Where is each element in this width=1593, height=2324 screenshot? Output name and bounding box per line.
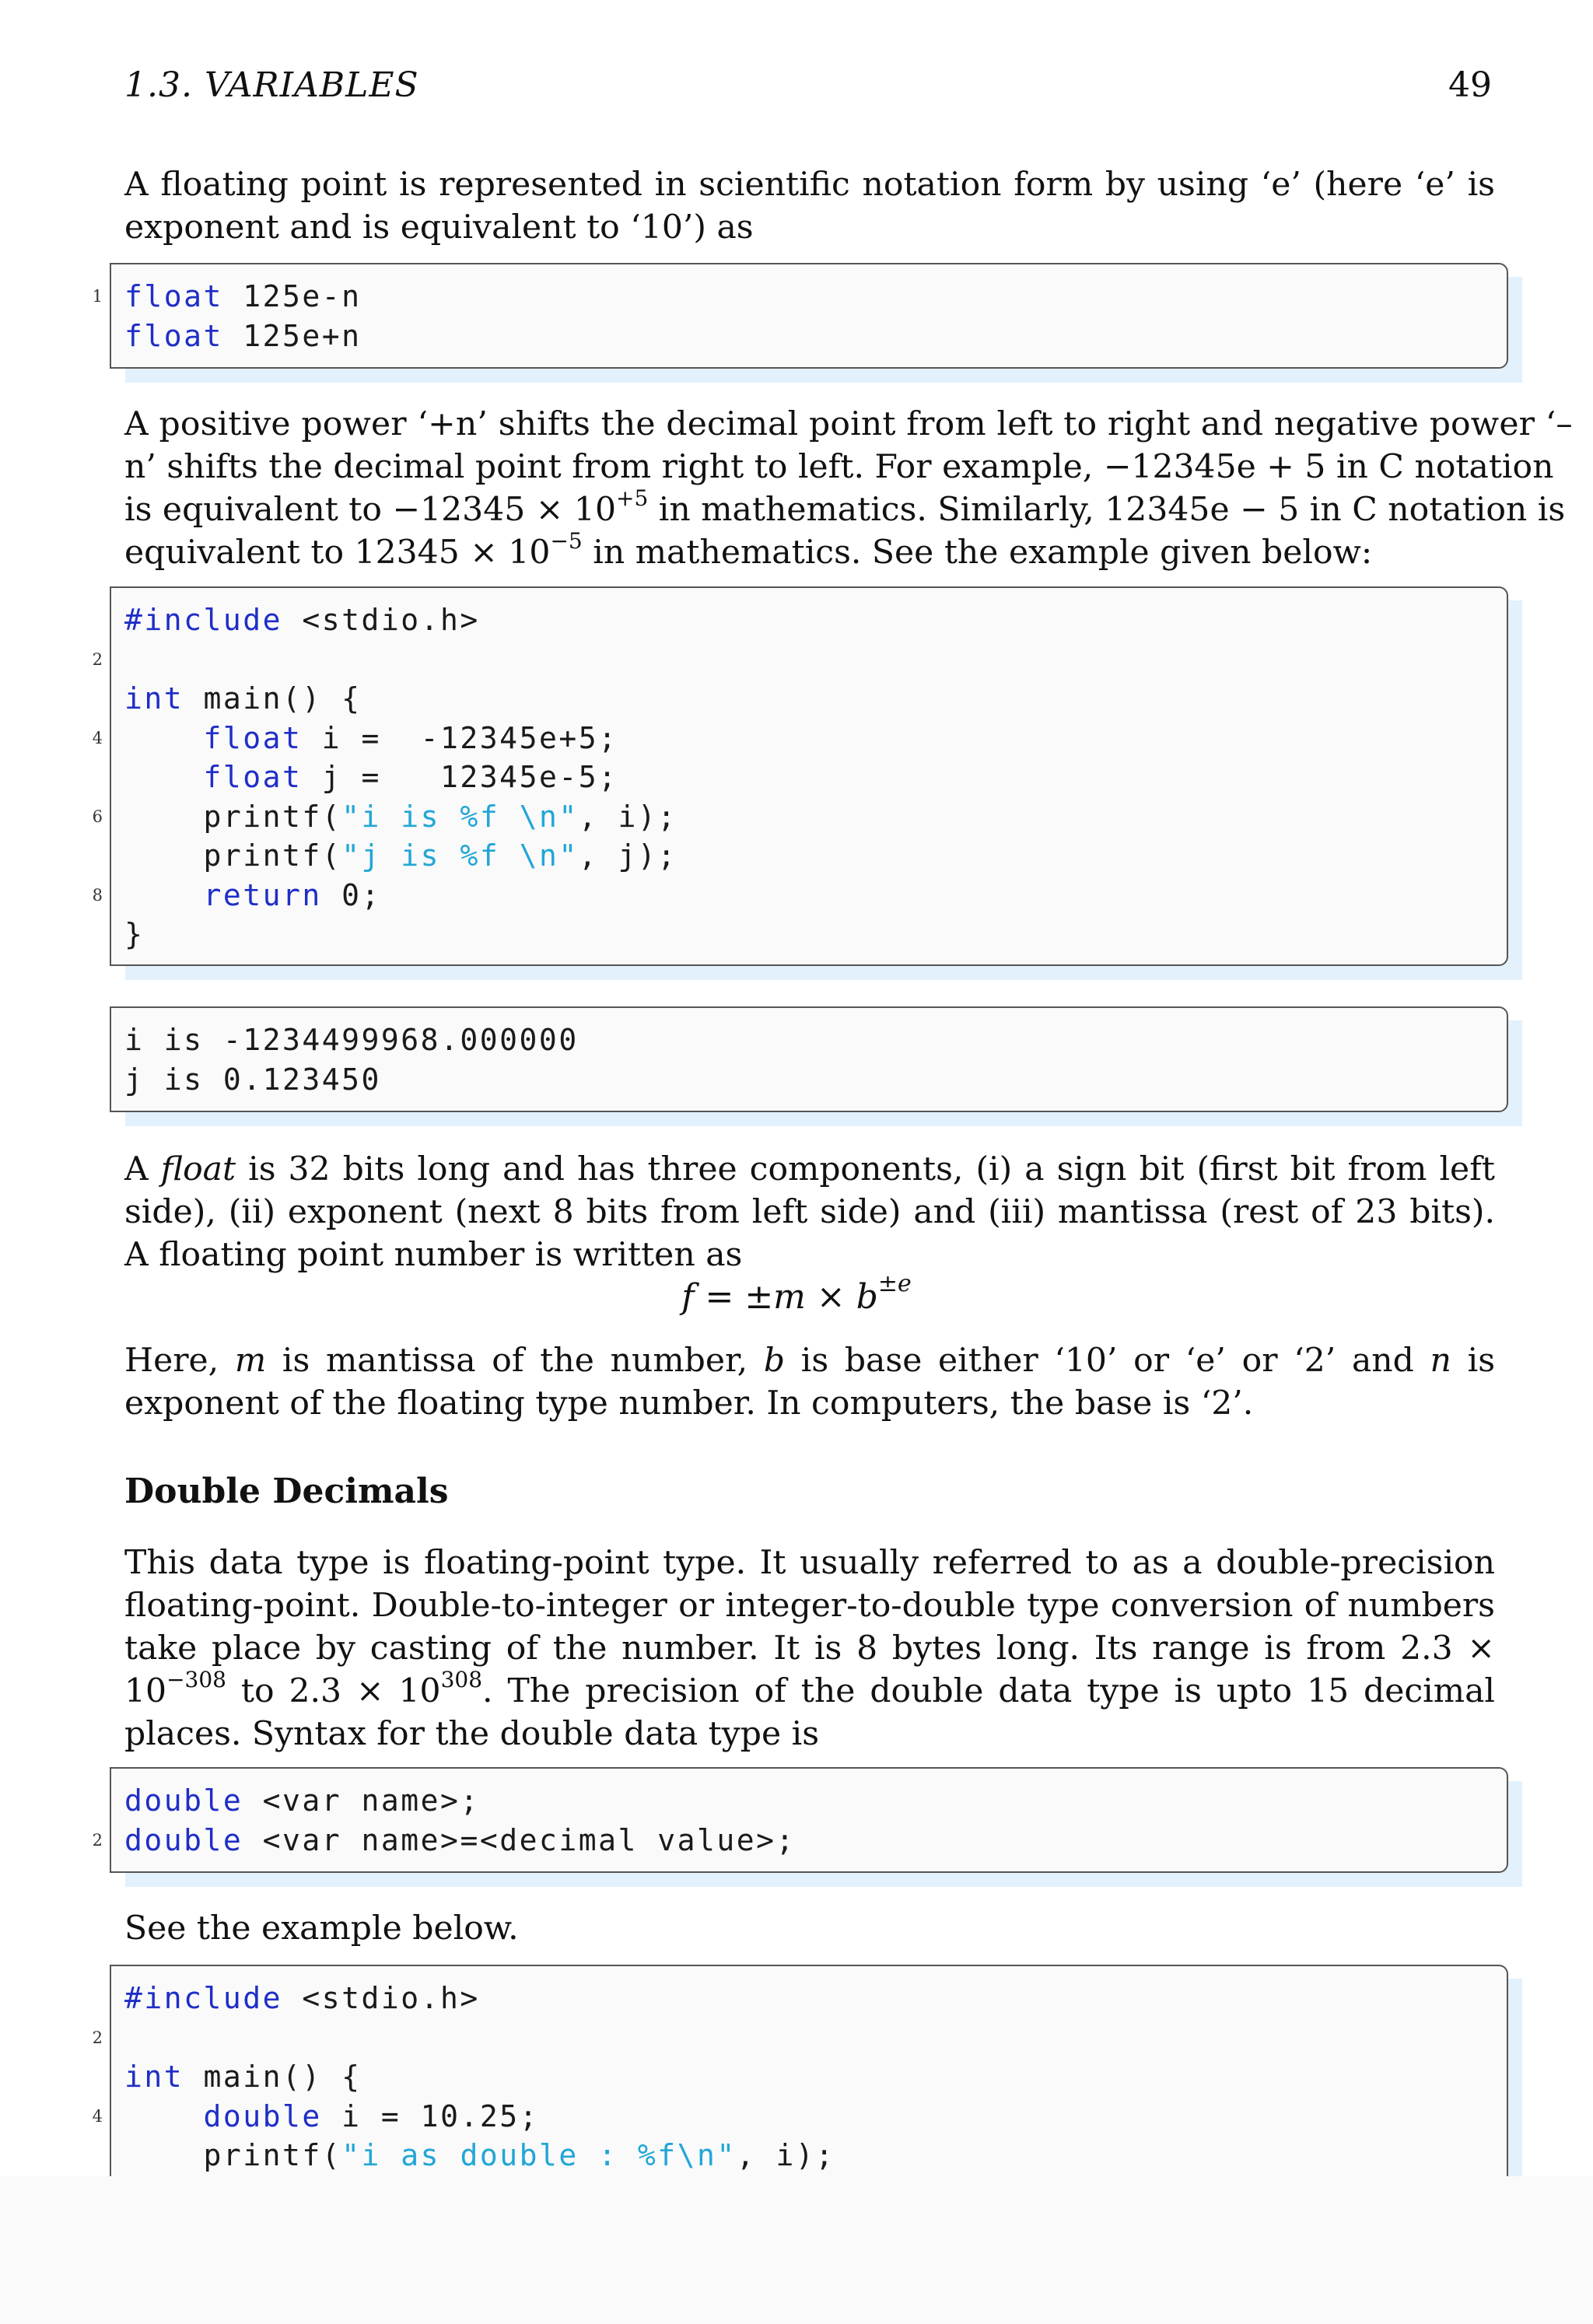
running-header-section: 1.3. VARIABLES: [124, 65, 419, 105]
code-keyword: #include: [124, 603, 283, 637]
paragraph-scientific-notation: A floating point is represented in scientific notation form by using ‘e’ (here ‘e’ is exponent and is equivalent to ‘10’) as: [124, 166, 1495, 247]
code-token: <var name>=<decimal value>;: [243, 1822, 796, 1857]
code-token: <var name>;: [243, 1783, 480, 1818]
code-keyword: float: [124, 318, 223, 353]
text-run: is 32 bits long and has three components, (i) a sign bit (first bit from left side), (ii) exponent (next 8 bits from left side) and (iii) mantissa (rest of 23 bits). A floating point number is written as: [124, 1150, 1496, 1274]
code-text: [124, 277, 362, 355]
code-token: , j);: [578, 838, 677, 873]
code-token: printf(: [124, 2138, 342, 2172]
superscript: 308: [440, 1667, 483, 1692]
line-numbers: [84, 1979, 103, 2175]
code-line: [124, 2136, 835, 2175]
code-token: 125e+n: [222, 318, 362, 353]
code-line: [124, 1060, 579, 1100]
superscript: −5: [550, 528, 583, 554]
line-number: [84, 836, 103, 876]
math-var-m: m: [234, 1342, 267, 1380]
equation-exponent-text: ±e: [877, 1270, 912, 1297]
code-line: [124, 2097, 835, 2137]
code-line: [124, 317, 362, 356]
paragraph-positive-negative-power: [124, 403, 1573, 574]
code-line: [124, 2018, 835, 2058]
code-token: main() {: [184, 681, 362, 716]
line-number: 4: [92, 728, 103, 747]
line-number: [84, 1979, 103, 2018]
line-number: [84, 2057, 103, 2097]
code-line: [124, 600, 677, 640]
program-output-float: [110, 1006, 1508, 1112]
text-run: is exponent of the floating type number. In computers, the base is ‘2’.: [124, 1342, 1496, 1423]
line-number: [84, 1781, 103, 1821]
line-number: 4: [92, 2106, 103, 2126]
paragraph-see-example: See the example below.: [124, 1909, 519, 1948]
code-line: [124, 1020, 579, 1060]
code-line: [124, 876, 677, 915]
code-keyword: #include: [124, 1981, 283, 2015]
code-token: i = -12345e+5;: [302, 720, 618, 755]
text-line-content: n’ shifts the decimal point from right to left. For example, −12345e + 5 in C notation: [124, 448, 1554, 486]
text-line-content: in mathematics. See the example given below:: [582, 534, 1373, 572]
code-line: [124, 915, 677, 954]
code-listing-float-example: [92, 586, 1508, 966]
code-line: [124, 836, 677, 876]
code-token: [124, 2099, 204, 2133]
code-keyword: int: [124, 681, 184, 716]
code-token: <stdio.h>: [282, 603, 480, 637]
text-line-content: A positive power ‘+n’ shifts the decimal point from left to right and negative power ‘–: [124, 405, 1573, 443]
code-line: [124, 2057, 835, 2097]
page-number: 49: [1448, 65, 1492, 105]
line-number: 8: [92, 885, 103, 905]
code-keyword: double: [203, 2098, 322, 2133]
code-token: j = 12345e-5;: [302, 760, 618, 794]
code-token: [124, 721, 204, 755]
text-line-content: is equivalent to −12345 × 10: [124, 491, 616, 529]
line-numbers: [84, 277, 103, 355]
text-run: to 2.3 × 10: [226, 1672, 441, 1710]
line-numbers: [84, 600, 103, 954]
line-number: [84, 317, 103, 356]
code-text: [124, 1979, 835, 2175]
code-keyword: double: [124, 1783, 243, 1818]
code-string: "j is %f \n": [341, 838, 579, 873]
line-number: 2: [92, 649, 103, 669]
code-token: [124, 760, 204, 794]
code-keyword: double: [124, 1822, 243, 1857]
text-line-content: in mathematics. Similarly, 12345e − 5 in C notation is: [648, 491, 1566, 529]
code-token: 125e-n: [222, 279, 362, 313]
code-token: main() {: [184, 2060, 362, 2094]
math-var-n: n: [1430, 1342, 1451, 1380]
text-run: is base either ‘10’ or ‘e’ or ‘2’ and: [785, 1342, 1430, 1380]
code-line: [124, 758, 677, 797]
text-run: is mantissa of the number,: [266, 1342, 764, 1380]
code-token: , i);: [578, 799, 677, 834]
code-token: i is -1234499968.000000: [124, 1023, 579, 1057]
line-number: 1: [92, 287, 103, 306]
code-string: "i as double : %f\n": [341, 2138, 737, 2172]
line-number: 6: [92, 807, 103, 826]
line-number: 2: [92, 1830, 103, 1850]
emphasis-float: float: [160, 1150, 236, 1188]
code-keyword: float: [124, 279, 223, 313]
code-line: [124, 1979, 835, 2018]
code-text: [124, 600, 677, 954]
paragraph-double-description: [124, 1542, 1495, 1755]
code-token: i = 10.25;: [321, 2098, 539, 2133]
equation-exponent: [878, 1270, 912, 1297]
text-run: This data type is floating-point type. It usually referred to as a double-precision floating-point. Double-to-integer or integer-to-double type conversion of numbers take place by casting of the number. It is 8 bytes long. Its range is from 2.3 × 10: [124, 1544, 1495, 1710]
code-token: }: [124, 917, 145, 951]
code-token: printf(: [124, 838, 342, 873]
text-run: A: [124, 1150, 161, 1188]
section-heading: Double Decimals: [124, 1472, 449, 1511]
text-line-content: equivalent to 12345 × 10: [124, 534, 551, 572]
code-line: [124, 797, 677, 837]
line-number: [84, 679, 103, 719]
line-number: [84, 758, 103, 797]
paragraph-mantissa-base: [124, 1339, 1495, 1425]
code-token: [124, 878, 204, 912]
line-number: 2: [92, 2028, 103, 2047]
equation-body: f = ±m × b: [681, 1277, 878, 1317]
code-listing-float-syntax: [92, 263, 1508, 369]
line-number: [84, 600, 103, 640]
text-run: Here,: [124, 1342, 235, 1380]
code-keyword: return: [203, 877, 322, 912]
code-string: "i is %f \n": [341, 799, 579, 834]
code-line: [124, 1821, 796, 1860]
line-numbers: [84, 1781, 103, 1860]
paragraph-float-components: [124, 1148, 1495, 1276]
code-keyword: float: [203, 720, 303, 755]
code-token: 0;: [321, 877, 381, 912]
line-number: [84, 915, 103, 954]
code-line: [124, 719, 677, 758]
text-run: . The precision of the double data type is upto 15 decimal places. Syntax for the double data type is: [124, 1672, 1496, 1753]
code-keyword: int: [124, 2060, 184, 2094]
superscript: +5: [615, 485, 649, 511]
code-line: [124, 679, 677, 719]
code-line: [124, 277, 362, 317]
code-text: [124, 1781, 796, 1860]
page-bottom-edge: [0, 2176, 1593, 2324]
code-token: j is 0.123450: [124, 1062, 381, 1097]
code-token: printf(: [124, 799, 342, 834]
code-line: [124, 1781, 796, 1821]
code-keyword: float: [203, 760, 303, 794]
equation-floating-point: [0, 1270, 1593, 1319]
text-line: [124, 403, 1573, 446]
text-line: [124, 485, 1566, 531]
code-line: [124, 640, 677, 680]
code-token: , i);: [736, 2138, 835, 2172]
superscript: −308: [166, 1667, 226, 1692]
code-listing-double-example: [92, 1965, 1508, 2176]
text-line: [124, 528, 1495, 574]
code-token: <stdio.h>: [282, 1981, 480, 2015]
code-text: [124, 1020, 579, 1099]
math-var-b: b: [763, 1342, 786, 1380]
line-number: [84, 2136, 103, 2175]
code-listing-double-syntax: [92, 1767, 1508, 1873]
text-line: [124, 446, 1554, 488]
